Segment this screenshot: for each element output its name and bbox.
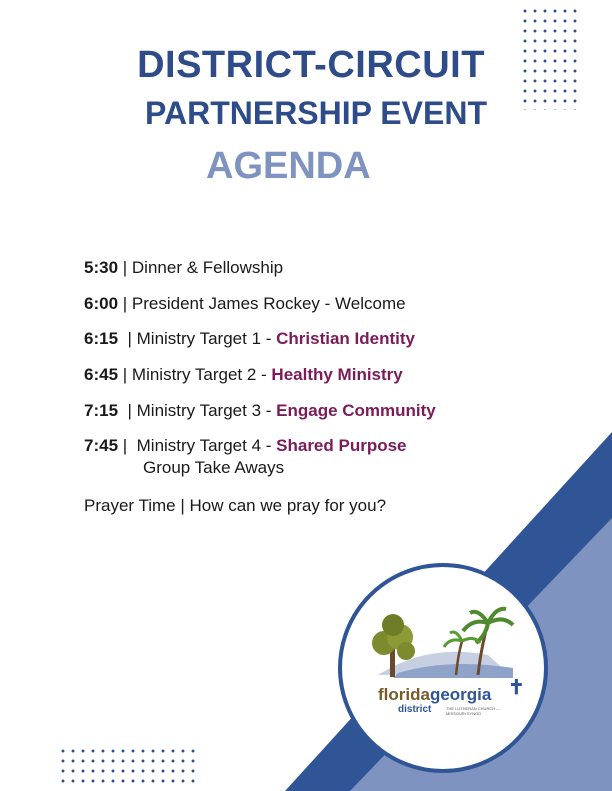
agenda-highlight: Christian Identity [276, 329, 415, 348]
agenda-item: 6:00 | President James Rockey - Welcome [84, 294, 406, 313]
agenda-time: 6:45 [84, 365, 119, 384]
cross-icon: ✝ [508, 677, 525, 699]
logo-district: district [398, 704, 432, 715]
title-line-2: PARTNERSHIP EVENT [145, 95, 487, 131]
agenda-text: Ministry Target 1 - [136, 329, 277, 348]
agenda-text: President James Rockey - Welcome [131, 294, 406, 313]
agenda-subline: Group Take Aways [143, 458, 285, 477]
agenda-heading: AGENDA [206, 145, 371, 187]
agenda-text: Ministry Target 2 - [131, 365, 272, 384]
agenda-time: 6:00 [84, 294, 119, 313]
agenda-text: Dinner & Fellowship [131, 258, 284, 277]
dot-grid-bottom-left [58, 746, 198, 786]
logo-wordmark: floridageorgia [378, 685, 492, 704]
agenda-time: 7:45 [84, 436, 119, 455]
agenda-item: 5:30 | Dinner & Fellowship [84, 258, 284, 277]
agenda-time: 7:15 [84, 401, 119, 420]
logo-subtitle: THE LUTHERAN CHURCH — MISSOURI SYNOD [446, 706, 501, 716]
agenda-highlight: Engage Community [276, 401, 436, 420]
closing-line: Prayer Time | How can we pray for you? [84, 496, 387, 515]
agenda-item: 7:15 | Ministry Target 3 - Engage Community [84, 401, 436, 420]
agenda-item: 6:15 | Ministry Target 1 - Christian Identity [84, 329, 415, 348]
agenda-time: 6:15 [84, 329, 119, 348]
agenda-text: Ministry Target 4 - [136, 436, 277, 455]
agenda-highlight: Shared Purpose [276, 436, 407, 455]
agenda-time: 5:30 [84, 258, 119, 277]
agenda-item: 6:45 | Ministry Target 2 - Healthy Ministry [84, 365, 403, 384]
agenda-item: 7:45 | Ministry Target 4 - Shared Purpose [84, 436, 407, 455]
logo-artwork-icon [338, 563, 548, 773]
agenda-highlight: Healthy Ministry [271, 365, 403, 384]
title-line-1: DISTRICT-CIRCUIT [137, 44, 485, 86]
district-logo [338, 563, 548, 773]
agenda-text: Ministry Target 3 - [136, 401, 277, 420]
